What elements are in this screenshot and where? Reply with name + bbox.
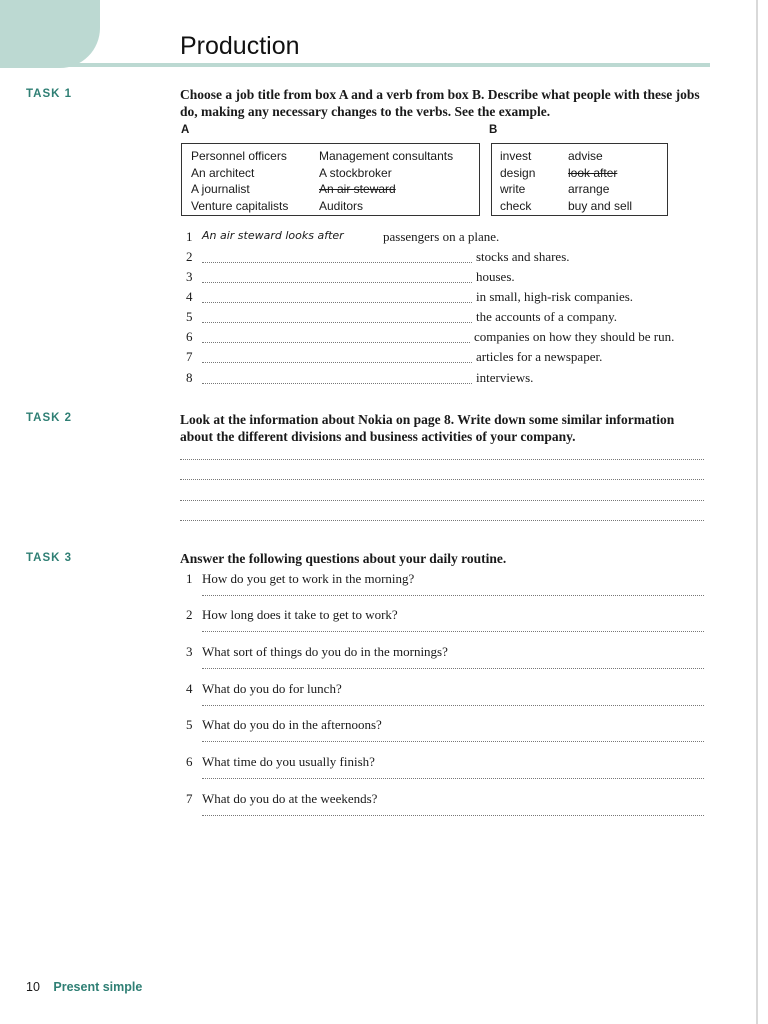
- unit-title: Present simple: [53, 980, 143, 994]
- question-number: 5: [186, 717, 193, 732]
- item-number: 2: [186, 249, 193, 264]
- item-number: 8: [186, 370, 193, 385]
- item-number: 5: [186, 309, 193, 324]
- answer-line[interactable]: [180, 500, 704, 501]
- page-spine: [756, 0, 758, 1024]
- answer-line[interactable]: [180, 479, 704, 480]
- question-number: 2: [186, 607, 193, 622]
- box-a-column-1: [191, 148, 288, 214]
- job-title: Venture capitalists: [191, 198, 289, 213]
- page-number: 10: [26, 980, 40, 994]
- question-number: 3: [186, 644, 193, 659]
- example-answer: An air steward looks after: [202, 229, 344, 242]
- job-title: An architect: [191, 165, 255, 180]
- question-number: 6: [186, 754, 193, 769]
- answer-line[interactable]: [202, 778, 704, 779]
- answer-line[interactable]: [180, 520, 704, 521]
- box-a-column-2: [319, 148, 453, 214]
- task1-item-row: [180, 309, 710, 327]
- answer-line[interactable]: [202, 362, 472, 363]
- task2-instruction: Look at the information about Nokia on page 8. Write down some similar information about the different divisions and business activities of your company.: [180, 412, 675, 444]
- item-number: 3: [186, 269, 193, 284]
- question-text: What do you do for lunch?: [202, 681, 342, 696]
- answer-line[interactable]: [202, 741, 704, 742]
- page-footer: [26, 980, 142, 994]
- verb: buy and sell: [568, 198, 633, 213]
- task1-item-row: [180, 289, 710, 307]
- item-text: in small, high-risk companies.: [476, 289, 634, 304]
- question-number: 4: [186, 681, 193, 696]
- question-text: What sort of things do you do in the mornings?: [202, 644, 448, 659]
- header-rule: [60, 63, 710, 67]
- task1-item-row: [180, 370, 710, 388]
- task1-item-row: [180, 269, 710, 287]
- answer-line[interactable]: [202, 815, 704, 816]
- question-text: What do you do in the afternoons?: [202, 717, 382, 732]
- question-number: 7: [186, 791, 193, 806]
- answer-line[interactable]: [202, 282, 472, 283]
- item-text: stocks and shares.: [476, 249, 570, 264]
- item-text: passengers on a plane.: [383, 229, 500, 244]
- box-b-letter: B: [489, 124, 498, 136]
- job-title: Personnel officers: [191, 149, 287, 163]
- verb: write: [500, 182, 526, 196]
- item-text: companies on how they should be run.: [474, 329, 675, 344]
- item-number: 4: [186, 289, 193, 304]
- verb: check: [500, 198, 532, 213]
- item-number: 6: [186, 329, 193, 344]
- answer-line[interactable]: [202, 631, 704, 632]
- box-a: [181, 143, 480, 216]
- answer-line[interactable]: [202, 383, 472, 384]
- task1-item-row: [180, 329, 710, 347]
- job-title: Auditors: [319, 198, 364, 213]
- task1-item-row: [180, 349, 710, 367]
- verb: advise: [568, 149, 603, 163]
- job-title: A journalist: [191, 182, 250, 196]
- verb: arrange: [568, 182, 610, 196]
- question-text: How long does it take to get to work?: [202, 607, 398, 622]
- verb: invest: [500, 149, 532, 163]
- job-title-used: An air steward: [319, 182, 396, 196]
- task1-instruction: Choose a job title from box A and a verb from box B. Describe what people with these jobs do, making any necessary changes to the verbs. See the example.: [180, 87, 700, 119]
- task1-label: TASK 1: [26, 88, 73, 100]
- verb: design: [500, 165, 536, 180]
- answer-line[interactable]: [202, 262, 472, 263]
- answer-line[interactable]: [202, 595, 704, 596]
- job-title: Management consultants: [319, 149, 454, 163]
- item-text: houses.: [476, 269, 515, 284]
- task3-label: TASK 3: [26, 552, 73, 564]
- box-b: [491, 143, 668, 216]
- task1-example-row: [180, 229, 710, 247]
- answer-line[interactable]: [202, 302, 472, 303]
- box-b-column-1: [500, 148, 535, 214]
- item-text: the accounts of a company.: [476, 309, 618, 324]
- answer-line[interactable]: [202, 322, 472, 323]
- box-a-letter: A: [181, 124, 190, 136]
- item-text: articles for a newspaper.: [476, 349, 603, 364]
- question-number: 1: [186, 571, 193, 586]
- question-text: How do you get to work in the morning?: [202, 571, 415, 586]
- answer-line[interactable]: [202, 668, 704, 669]
- item-text: interviews.: [476, 370, 534, 385]
- item-number: 1: [186, 229, 193, 244]
- answer-line[interactable]: [202, 342, 470, 343]
- verb-used: look after: [568, 165, 618, 180]
- task1-item-row: [180, 249, 710, 267]
- task2-label: TASK 2: [26, 412, 73, 424]
- page-title: Production: [180, 32, 300, 60]
- question-text: What time do you usually finish?: [202, 754, 375, 769]
- job-title: A stockbroker: [319, 165, 392, 180]
- answer-line[interactable]: [202, 705, 704, 706]
- item-number: 7: [186, 349, 193, 364]
- task3-instruction: Answer the following questions about your daily routine.: [180, 551, 507, 566]
- question-text: What do you do at the weekends?: [202, 791, 378, 806]
- header-tab-decoration: [0, 0, 100, 68]
- box-b-column-2: [568, 148, 632, 214]
- answer-line[interactable]: [180, 459, 704, 460]
